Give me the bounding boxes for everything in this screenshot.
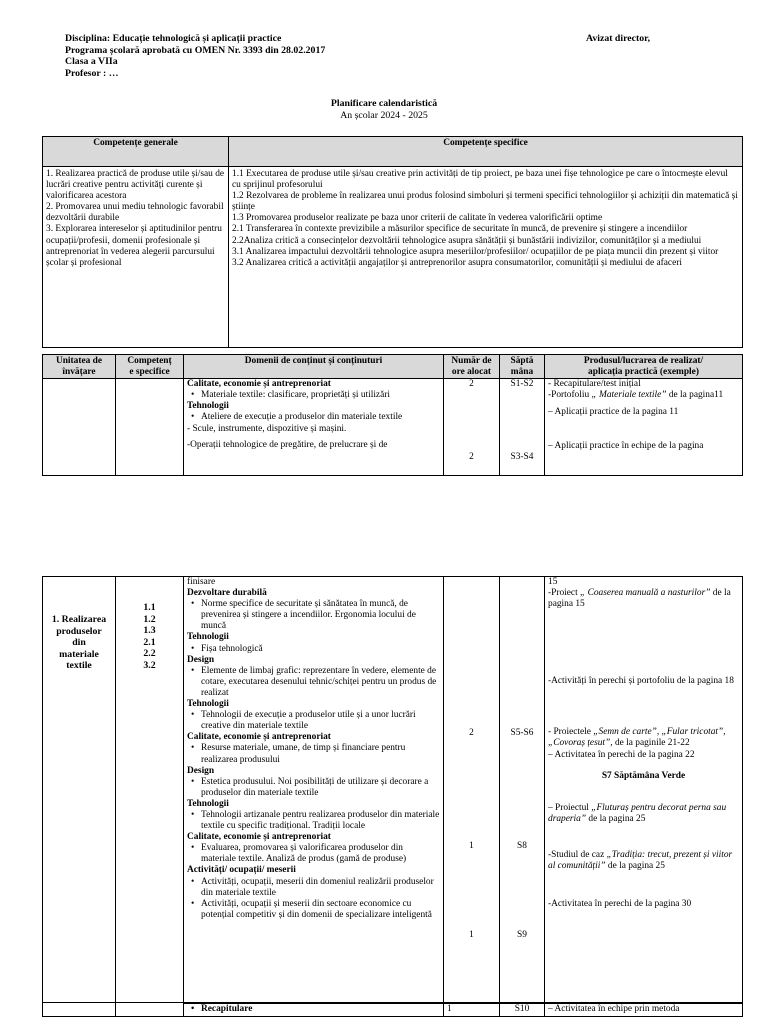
product-text-run: - Proiectele bbox=[548, 727, 594, 738]
product-text-run: de la paginile 21-22 bbox=[612, 738, 690, 749]
unit-cell bbox=[43, 577, 116, 1003]
week-value: S3-S4 bbox=[510, 452, 534, 463]
unit-cell bbox=[43, 1003, 116, 1017]
competences-cell bbox=[116, 577, 184, 1003]
week-value: S1-S2 bbox=[510, 379, 534, 389]
product-item bbox=[548, 727, 739, 749]
product-item bbox=[548, 676, 739, 687]
product-item bbox=[548, 407, 739, 418]
product-cell bbox=[545, 1003, 743, 1017]
content-bullet: • Estetica produsului. Noi posibilități de utilizare și decorare a produselor din materiale textile bbox=[201, 777, 440, 799]
week-cell bbox=[500, 1003, 545, 1017]
product-item bbox=[548, 850, 739, 872]
content-bullet: • Resurse materiale, umane, de timp și financiare pentru realizarea produsului bbox=[201, 743, 440, 765]
domain-heading: Design bbox=[187, 765, 215, 776]
domain-heading: Tehnologii bbox=[187, 632, 229, 643]
domain-heading: Tehnologii bbox=[187, 699, 229, 710]
content-line: - Scule, instrumente, dispozitive și mașini. bbox=[187, 424, 347, 435]
competence-code: 1.1 bbox=[143, 602, 156, 613]
hours-cell bbox=[444, 379, 500, 476]
domain-heading: Activități/ ocupații/ meserii bbox=[187, 865, 296, 876]
competence-code: 3.2 bbox=[143, 659, 156, 671]
product-text-run: – Aplicații practice de la pagina 11 bbox=[548, 407, 679, 418]
competence-code: 2.1 bbox=[143, 636, 156, 648]
week-value: S5-S6 bbox=[510, 728, 534, 738]
specific-competence: 2.2Analiza critică a consecințelor dezvoltării tehnologice asupra sănătății și bunăstării indivizilor, comunităților și a mediului bbox=[232, 235, 702, 246]
content-bullet: • Evaluarea, promovarea și valorificarea produselor din materiale textile. Analiză de produs (gamă de produse) bbox=[201, 843, 440, 865]
content-bullet: • Activități, ocupații și meserii din sectoare economice cu potențial competitiv și din domenii de specializare inteligentă bbox=[201, 899, 440, 921]
content-line: finisare bbox=[187, 577, 216, 587]
product-item bbox=[548, 379, 739, 390]
content-bullet: • Norme specifice de securitate și sănătatea în muncă, de prevenirea și stingere a incendiilor. Ergonomia locului de muncă bbox=[201, 599, 440, 632]
unit-title: 1. Realizarea produselor din materiale textile bbox=[51, 614, 107, 671]
product-text-run: „Fluturaș pentru decorat perna sau draperia” bbox=[548, 802, 727, 824]
product-text-run: -Studiul de caz bbox=[548, 849, 607, 860]
competences-cell bbox=[116, 379, 184, 476]
hours-value: 1 bbox=[447, 1003, 452, 1014]
week-value: S8 bbox=[517, 841, 527, 852]
general-competence: 3. Explorarea intereselor și aptitudinilor pentru ocupații/profesii, domenii profesionale și antreprenoriat în vederea alegerii parcursului școlar și profesional bbox=[46, 224, 222, 268]
week-value: S9 bbox=[517, 930, 527, 941]
product-text-run: S7 Săptămâna Verde bbox=[601, 770, 686, 781]
product-item: – Activitatea în echipe prin metoda bbox=[548, 1003, 680, 1014]
general-competence: 1. Realizarea practică de produse utile și/sau de lucrări creative pentru activități curente și valorificarea acestora bbox=[46, 169, 225, 202]
plan-table-page2 bbox=[42, 576, 743, 1017]
document-header bbox=[65, 33, 325, 79]
product-text-run: – Proiectul bbox=[548, 802, 592, 813]
product-text-run: -Portofoliu bbox=[548, 390, 592, 401]
domains-cell bbox=[184, 379, 444, 476]
content-bullet: • Fișa tehnologică bbox=[201, 644, 440, 655]
domain-heading: Calitate, economie și antreprenoriat bbox=[187, 379, 331, 389]
product-text-run: de la pagina 25 bbox=[605, 861, 665, 872]
product-item bbox=[548, 588, 739, 610]
domains-cell bbox=[184, 1003, 444, 1017]
product-item bbox=[548, 803, 739, 825]
domains-cell bbox=[184, 577, 444, 1003]
content-bullet: • Ateliere de execuție a produselor din materiale textile bbox=[201, 412, 440, 423]
col-competences-header: Competenț e specifice bbox=[116, 355, 184, 379]
general-competences-cell bbox=[43, 167, 229, 348]
product-text-run: de la pagina 25 bbox=[586, 813, 646, 824]
specific-competence: 3.2 Analizarea critică a activității angajaților și antreprenorilor asupra consumatorilor, comunității și mediului de afaceri bbox=[232, 257, 682, 268]
content-bullet: • Tehnologii artizanale pentru realizarea produselor din materiale textile cu specific tradițional. Tradiții locale bbox=[201, 810, 440, 832]
content-bullet: • Elemente de limbaj grafic: reprezentare în vedere, elemente de cotare, executarea desenului tehnic/schiței pentru un produs de realizat bbox=[201, 666, 440, 699]
green-week-label bbox=[548, 771, 739, 782]
col-product-header: Produsul/lucrarea de realizat/ aplicația practică (exemple) bbox=[545, 355, 743, 379]
product-item: 15 bbox=[548, 577, 558, 587]
product-text-run: -Activități în perechi și portofoliu de la pagina 18 bbox=[548, 676, 734, 687]
week-cell bbox=[500, 577, 545, 1003]
competence-table bbox=[42, 136, 743, 348]
document-title bbox=[0, 98, 768, 121]
plan-table-page1 bbox=[42, 354, 743, 476]
product-cell bbox=[545, 379, 743, 476]
product-item bbox=[548, 441, 739, 452]
product-item bbox=[548, 750, 739, 761]
product-text-run: „Tradiția: trecut, prezent și viitor al comunității” bbox=[548, 849, 733, 872]
competences-cell bbox=[116, 1003, 184, 1017]
specific-competences-cell bbox=[229, 167, 743, 348]
content-bullet: • Recapitulare bbox=[201, 1004, 440, 1015]
competence-code: 1.2 bbox=[143, 613, 156, 625]
col-general-header: Competențe generale bbox=[43, 137, 229, 167]
general-competence: 2. Promovarea unui mediu tehnologic favorabil dezvoltării durabile bbox=[46, 202, 224, 224]
specific-competence: 3.1 Analizarea impactului dezvoltării tehnologice asupra meseriilor/profesiilor/ ocupațiilor de pe piața muncii din prezent și viitor bbox=[232, 246, 719, 257]
domain-heading: Dezvoltare durabilă bbox=[187, 588, 267, 599]
week-cell bbox=[500, 379, 545, 476]
competence-code: 1.3 bbox=[143, 625, 156, 636]
content-line: -Operații tehnologice de pregătire, de prelucrare și de bbox=[187, 440, 388, 451]
product-text-run: „ Coaserea manuală a nasturilor” bbox=[580, 588, 711, 599]
product-text-run: - Recapitulare/test inițial bbox=[548, 379, 641, 389]
hours-value: 2 bbox=[469, 728, 474, 738]
specific-competence: 1.3 Promovarea produselor realizate pe baza unor criterii de calitate în vederea valorificării optime bbox=[232, 213, 603, 224]
product-text-run: – Aplicații practice în echipe de la pagina bbox=[548, 441, 704, 452]
header-program: Programa școlară aprobată cu OMEN Nr. 3393 din 28.02.2017 bbox=[65, 44, 326, 56]
product-text-run: de la pagina 15 bbox=[548, 588, 731, 610]
header-class: Clasa a VIIa bbox=[65, 56, 118, 67]
specific-competence: 1.1 Executarea de produse utile și/sau creative prin activități de tip proiect, pe baza unei fișe tehnologice pe care o întocmește elevul cu sprijinul profesorului bbox=[232, 169, 728, 191]
col-specific-header: Competențe specifice bbox=[229, 137, 743, 167]
domain-heading: Tehnologii bbox=[187, 798, 229, 809]
product-item bbox=[548, 899, 739, 910]
col-unit-header: Unitatea de învățare bbox=[43, 355, 116, 379]
approval-label: Avizat director, bbox=[586, 33, 651, 44]
product-text-run: „Semn de carte”, „Fular tricotat”, „Covoraș țesut”, bbox=[548, 727, 726, 749]
product-text-run: -Activitatea în perechi de la pagina 30 bbox=[548, 899, 692, 910]
header-discipline: Disciplina: Educație tehnologică și aplicații practice bbox=[65, 33, 282, 44]
domain-heading: Calitate, economie și antreprenoriat bbox=[187, 732, 331, 743]
content-bullet: • Tehnologii de execuție a produselor utile și a unor lucrări creative din materiale textile bbox=[201, 710, 440, 732]
product-text-run: -Proiect bbox=[548, 588, 581, 599]
hours-cell bbox=[444, 1003, 500, 1017]
competence-code: 2.2 bbox=[143, 648, 156, 659]
product-text-run: de la pagina11 bbox=[666, 390, 724, 401]
hours-value: 1 bbox=[469, 930, 474, 941]
domain-heading: Design bbox=[187, 654, 215, 665]
col-hours-header: Număr de ore alocat bbox=[444, 355, 500, 379]
col-domains-header: Domenii de conținut și conținuturi bbox=[184, 355, 444, 379]
product-text-run: – Activitatea în perechi de la pagina 22 bbox=[548, 749, 695, 760]
hours-value: 1 bbox=[469, 841, 474, 852]
product-text-run: „ Materiale textile” bbox=[591, 390, 667, 401]
product-cell bbox=[545, 577, 743, 1003]
domain-heading: Tehnologii bbox=[187, 401, 229, 412]
week-value: S10 bbox=[514, 1003, 530, 1014]
title-year: An școlar 2024 - 2025 bbox=[340, 109, 428, 121]
specific-competence: 1.2 Rezolvarea de probleme în realizarea unui produs folosind simboluri și termeni specifici tehnologiilor și achiziții din matematică și științe bbox=[232, 191, 738, 213]
header-teacher: Profesor : … bbox=[65, 67, 119, 79]
hours-value: 2 bbox=[469, 452, 474, 463]
title-main: Planificare calendaristică bbox=[330, 98, 438, 109]
hours-value: 2 bbox=[469, 379, 474, 389]
domain-heading: Calitate, economie și antreprenoriat bbox=[187, 832, 331, 843]
specific-competence: 2.1 Transferarea în contexte previzibile a măsurilor specifice de securitate în muncă, de prevenire și stingere a incendiilor bbox=[232, 224, 688, 235]
content-bullet: • Activități, ocupații, meserii din domeniul realizării produselor din materiale textile bbox=[201, 877, 440, 899]
col-week-header: Săptă mâna bbox=[500, 355, 545, 379]
hours-cell bbox=[444, 577, 500, 1003]
product-item bbox=[548, 390, 739, 401]
content-bullet: • Materiale textile: clasificare, proprietăți și utilizări bbox=[201, 390, 440, 401]
unit-cell bbox=[43, 379, 116, 476]
